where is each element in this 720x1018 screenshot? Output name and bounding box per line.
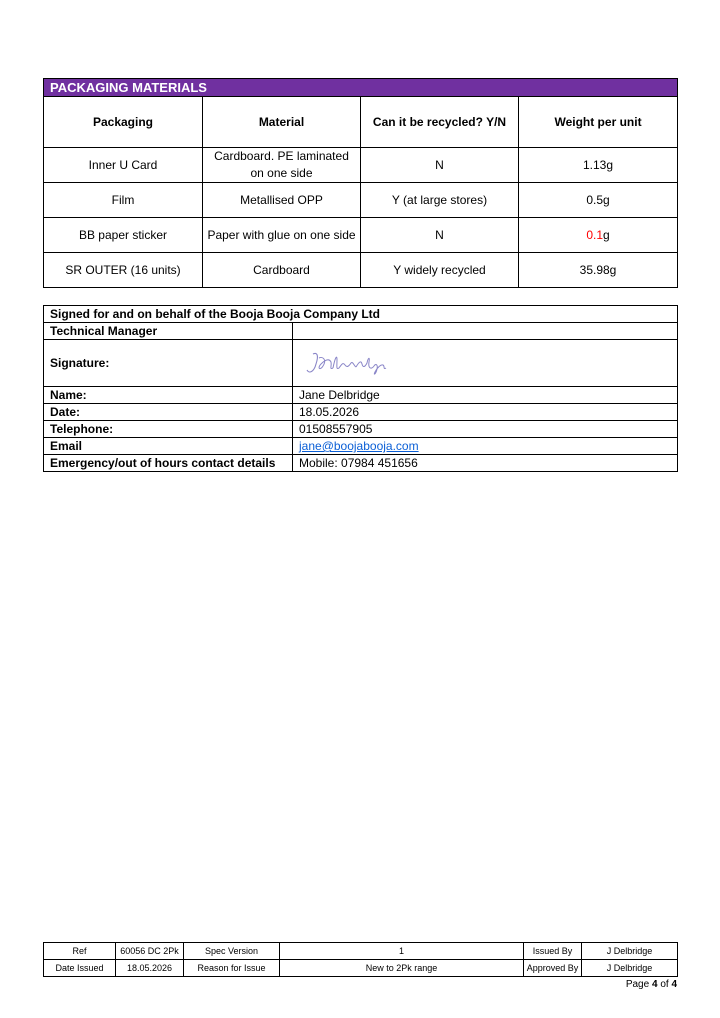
spec-value: 1 [280, 943, 524, 960]
issued-by-value: J Delbridge [582, 943, 678, 960]
emergency-value: Mobile: 07984 451656 [293, 455, 678, 472]
weight-highlight: 0.1 [586, 227, 604, 242]
cell-weight: 0.5g [519, 183, 678, 218]
header-packaging: Packaging [44, 97, 203, 148]
signature-label: Signature: [44, 340, 293, 387]
telephone-value: 01508557905 [293, 421, 678, 438]
date-issued-label: Date Issued [44, 960, 116, 977]
page-current: 4 [651, 979, 658, 990]
role-label: Technical Manager [44, 323, 293, 340]
cell-recycled: Y widely recycled [361, 253, 519, 288]
cell-recycled: N [361, 148, 519, 183]
page-total: 4 [671, 979, 677, 990]
cell-weight: 35.98g [519, 253, 678, 288]
table-row [44, 253, 678, 288]
date-label: Date: [44, 404, 293, 421]
page-word: Page [625, 979, 650, 990]
cell-packaging: BB paper sticker [44, 218, 203, 253]
ref-label: Ref [44, 943, 116, 960]
issued-by-label: Issued By [524, 943, 582, 960]
table-row [44, 183, 678, 218]
email-link[interactable]: jane@boojabooja.com [299, 439, 419, 453]
cell-packaging: Film [44, 183, 203, 218]
signoff-table [43, 305, 678, 472]
weight-unit: g [603, 227, 610, 242]
emergency-label: Emergency/out of hours contact details [44, 455, 293, 472]
handwritten-signature [299, 346, 399, 380]
page-of: of [660, 979, 669, 990]
ref-value: 60056 DC 2Pk [116, 943, 184, 960]
section-title: PACKAGING MATERIALS [44, 79, 678, 97]
header-recycled: Can it be recycled? Y/N [361, 97, 519, 148]
signature-cell [293, 340, 678, 387]
name-value: Jane Delbridge [293, 387, 678, 404]
date-issued-value: 18.05.2026 [116, 960, 184, 977]
cell-material: Paper with glue on one side [203, 218, 361, 253]
cell-recycled: N [361, 218, 519, 253]
approved-by-label: Approved By [524, 960, 582, 977]
cell-packaging: SR OUTER (16 units) [44, 253, 203, 288]
header-material: Material [203, 97, 361, 148]
footer-table [43, 942, 678, 977]
date-value: 18.05.2026 [293, 404, 678, 421]
spec-label: Spec Version [184, 943, 280, 960]
approved-by-value: J Delbridge [582, 960, 678, 977]
page-number [626, 979, 677, 990]
telephone-label: Telephone: [44, 421, 293, 438]
cell-weight: 1.13g [519, 148, 678, 183]
table-row [44, 148, 678, 183]
header-weight: Weight per unit [519, 97, 678, 148]
email-label: Email [44, 438, 293, 455]
packaging-materials-table [43, 78, 678, 288]
cell-material: Cardboard [203, 253, 361, 288]
reason-value: New to 2Pk range [280, 960, 524, 977]
name-label: Name: [44, 387, 293, 404]
table-row [44, 218, 678, 253]
cell-packaging: Inner U Card [44, 148, 203, 183]
cell-material: Cardboard. PE laminated on one side [203, 148, 361, 183]
cell-material: Metallised OPP [203, 183, 361, 218]
cell-weight [519, 218, 678, 253]
signoff-header: Signed for and on behalf of the Booja Booja Company Ltd [44, 306, 678, 323]
reason-label: Reason for Issue [184, 960, 280, 977]
cell-recycled: Y (at large stores) [361, 183, 519, 218]
